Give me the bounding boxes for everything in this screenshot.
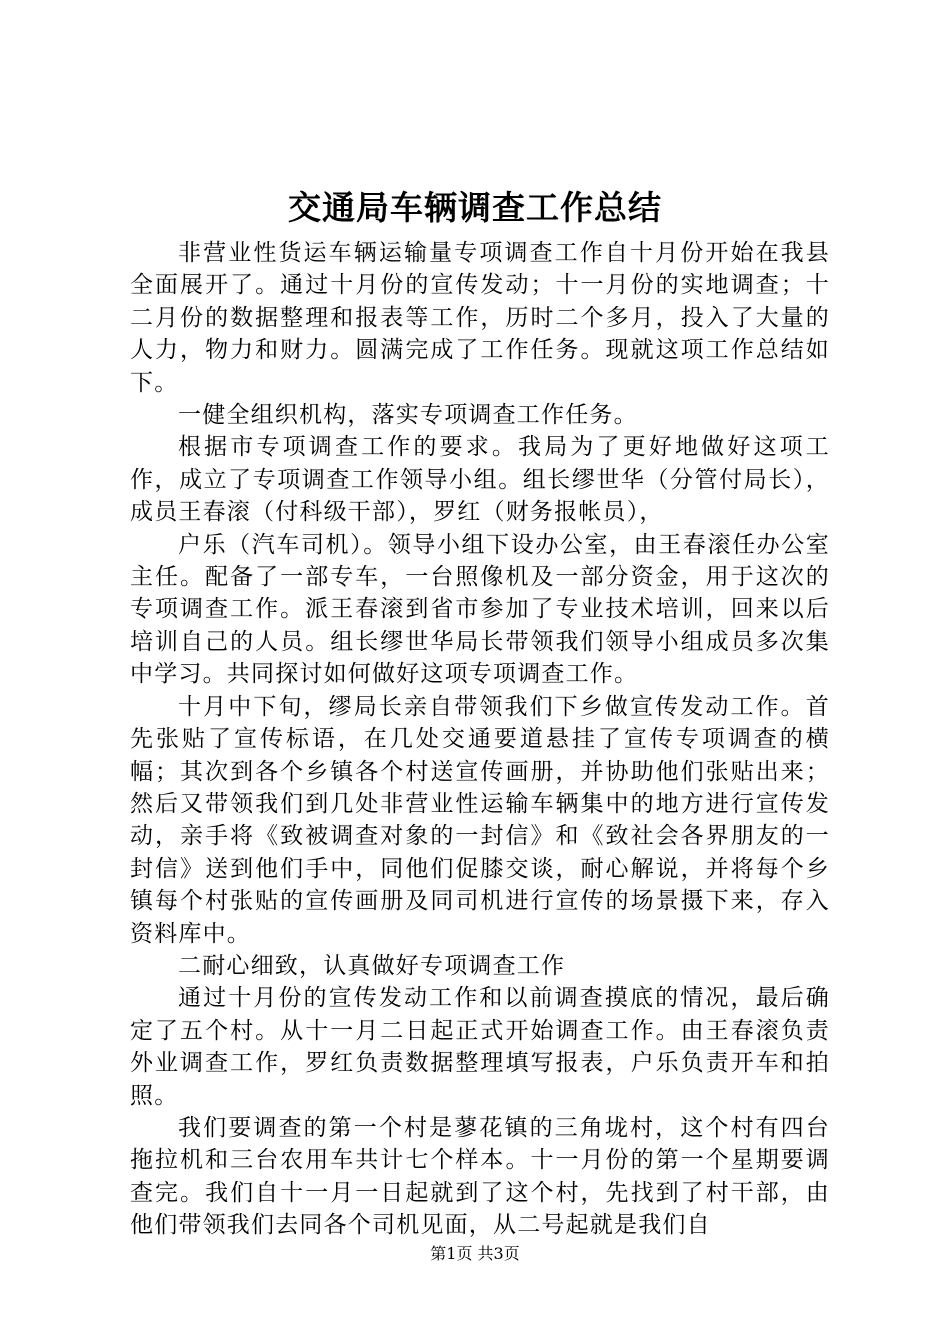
paragraph-intro: 非营业性货运车辆运输量专项调查工作自十月份开始在我县全面展开了。通过十月份的宣传发动；十一月份的实地调查；十二月份的数据整理和报表等工作，历时二个多月，投入了大量的人力，物力和财力。圆满完成了工作任务。现就这项工作总结如下。 [130,240,830,396]
paragraph-first-village: 我们要调查的第一个村是蓼花镇的三角垅村，这个村有四台拖拉机和三台农用车共计七个样本。十一月份的第一个星期要调查完。我们自十一月一日起就到了这个村，先找到了村干部，由他们带领我们去同各个司机见面，从二号起就是我们自 [130,1114,830,1239]
page-footer: 第1页 共3页 [430,1244,520,1263]
paragraph-office: 户乐（汽车司机）。领导小组下设办公室，由王春滚任办公室主任。配备了一部专车，一台照像机及一部分资金，用于这次的专项调查工作。派王春滚到省市参加了专业技术培训，回来以后培训自己的人员。组长缪世华局长带领我们领导小组成员多次集中学习。共同探讨如何做好这项专项调查工作。 [130,531,830,688]
paragraph-survey-setup: 通过十月份的宣传发动工作和以前调查摸底的情况，最后确定了五个村。从十一月二日起正式开始调查工作。由王春滚负责外业调查工作，罗红负责数据整理填写报表，户乐负责开车和拍照。 [130,985,830,1109]
section-heading-2: 二耐心细致，认真做好专项调查工作 [178,952,566,979]
document-title: 交通局车辆调查工作总结 [288,188,662,227]
paragraph-organization: 根据市专项调查工作的要求。我局为了更好地做好这项工作，成立了专项调查工作领导小组。组长缪世华（分管付局长），成员王春滚（付科级干部），罗红（财务报帐员）， [130,434,830,526]
paragraph-publicity: 十月中下旬，缪局长亲自带领我们下乡做宣传发动工作。首先张贴了宣传标语，在几处交通要道悬挂了宣传专项调查的横幅；其次到各个乡镇各个村送宣传画册，并协助他们张贴出来；然后又带领我们到几处非营业性运输车辆集中的地方进行宣传发动，亲手将《致被调查对象的一封信》和《致社会各界朋友的一封信》送到他们手中，同他们促膝交谈，耐心解说，并将每个乡镇每个村张贴的宣传画册及同司机进行宣传的场景摄下来，存入资料库中。 [130,693,830,947]
section-heading-1: 一健全组织机构，落实专项调查工作任务。 [178,402,638,429]
document-body [130,237,830,1242]
